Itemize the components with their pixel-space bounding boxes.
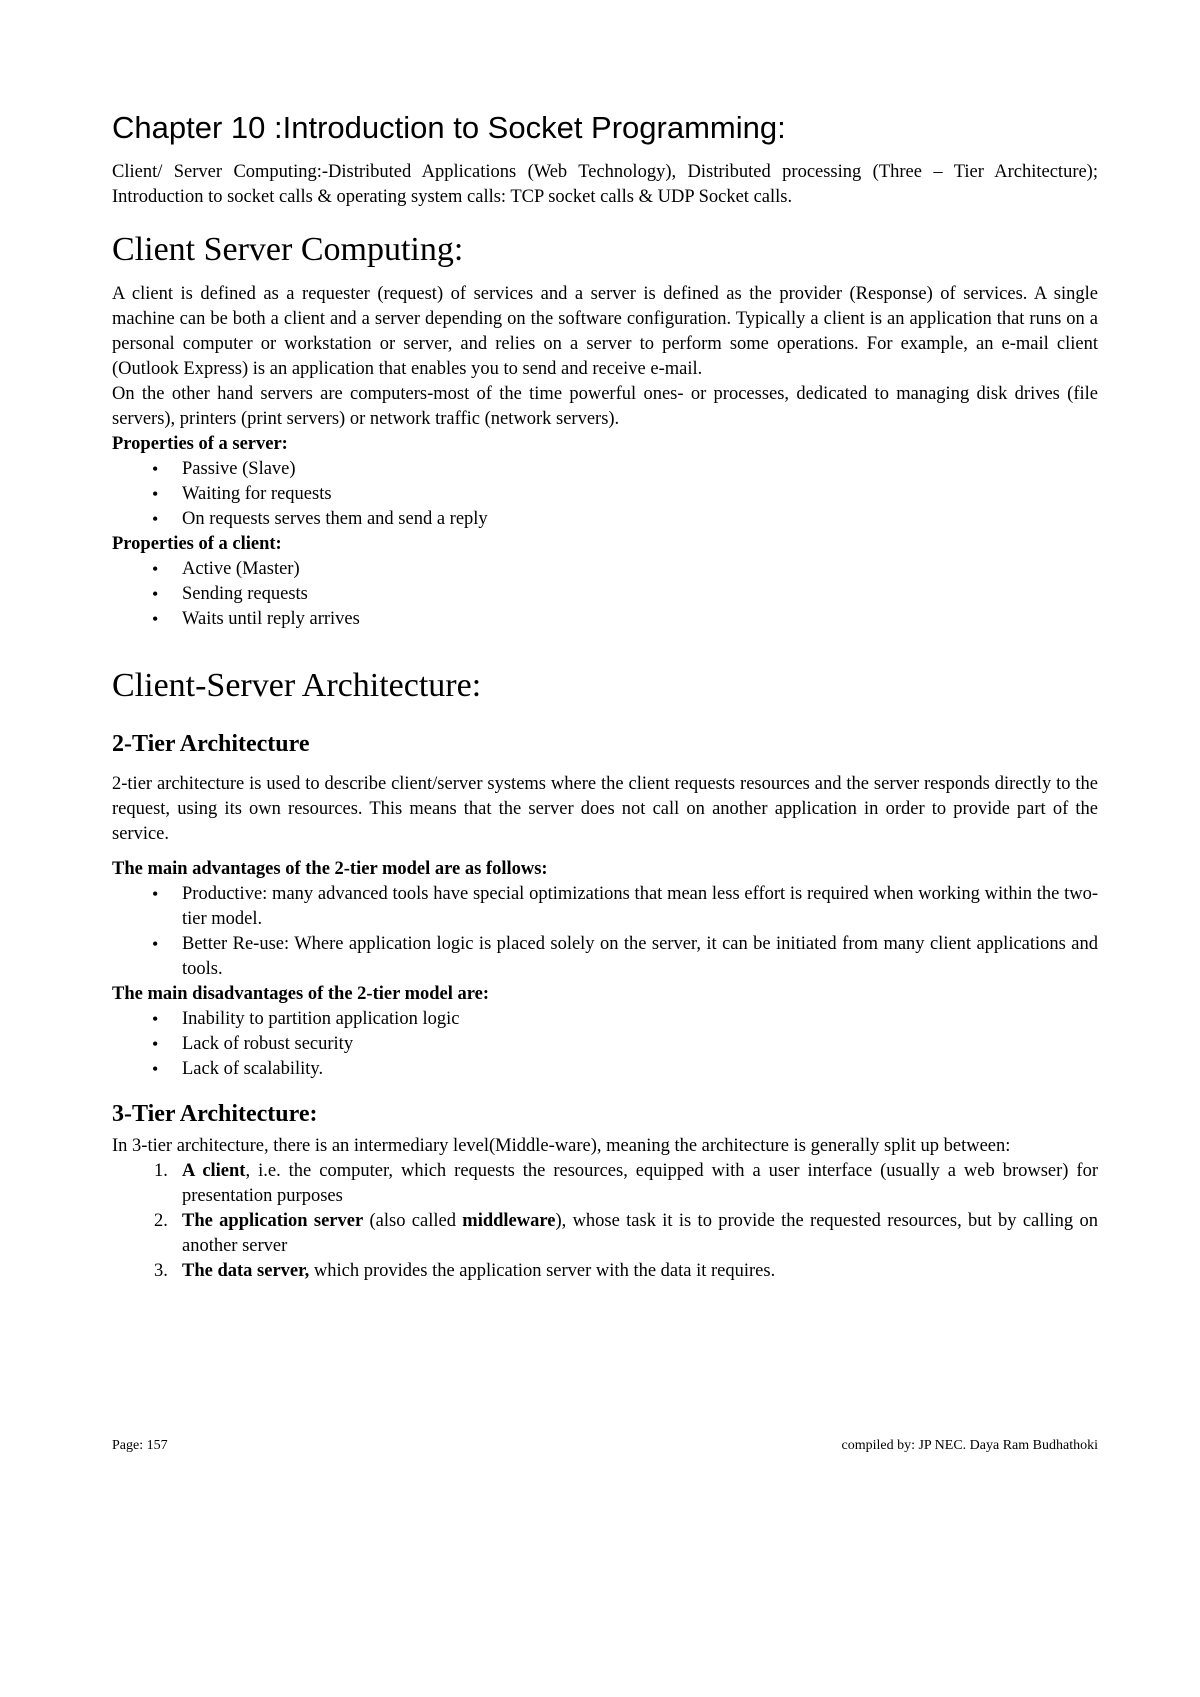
subsection-heading-three-tier: 3-Tier Architecture: xyxy=(112,1101,318,1127)
term-data-server: The data server, xyxy=(182,1261,310,1281)
section-heading-client-server-computing: Client Server Computing: xyxy=(112,231,464,268)
chapter-title: Chapter 10 :Introduction to Socket Programming: xyxy=(112,110,786,145)
list-item: • Better Re-use: Where application logic is placed solely on the server, it can be initiated from many client applications and tools. xyxy=(112,932,1098,982)
list-item: • Inability to partition application logic xyxy=(112,1007,1098,1032)
server-properties-list xyxy=(112,457,1098,532)
list-item: • Lack of scalability. xyxy=(112,1057,1098,1082)
list-item: • Sending requests xyxy=(112,582,1098,607)
advantages-list xyxy=(112,882,1098,982)
page-number: Page: 157 xyxy=(112,1438,168,1453)
list-number: 1. xyxy=(154,1161,168,1181)
chapter-intro: Client/ Server Computing:-Distributed Applications (Web Technology), Distributed processing (Three – Tier Architecture); Introduction to socket calls & operating system calls: TCP socket calls & UDP Socket calls. xyxy=(112,162,1098,207)
two-tier-paragraph: 2-tier architecture is used to describe client/server systems where the client requests resources and the server responds directly to the request, using its own resources. This means that the server does not call on another application in order to provide part of the service. xyxy=(112,774,1098,844)
client-properties-label: Properties of a client: xyxy=(112,534,282,554)
item-text: , i.e. the computer, which requests the resources, equipped with a user interface (usually a web browser) for presentation purposes xyxy=(182,1161,1099,1206)
list-item: • Passive (Slave) xyxy=(112,457,1098,482)
list-item xyxy=(112,1209,1098,1259)
list-number: 2. xyxy=(154,1211,168,1231)
footer-credit: compiled by: JP NEC. Daya Ram Budhathoki xyxy=(841,1438,1098,1453)
document-page xyxy=(112,108,1098,1284)
list-number: 3. xyxy=(154,1261,168,1281)
term-application-server: The application server xyxy=(182,1211,364,1231)
list-item: • Waiting for requests xyxy=(112,482,1098,507)
item-text: which provides the application server with the data it requires. xyxy=(309,1261,776,1281)
term-client: A client xyxy=(182,1161,246,1181)
page-footer xyxy=(112,1435,1098,1457)
server-properties-label: Properties of a server: xyxy=(112,434,288,454)
section-heading-architecture: Client-Server Architecture: xyxy=(112,667,482,704)
three-tier-list xyxy=(112,1159,1098,1284)
list-item: • Active (Master) xyxy=(112,557,1098,582)
disadvantages-list xyxy=(112,1007,1098,1082)
item-text: (also called xyxy=(363,1211,463,1231)
list-item: • Lack of robust security xyxy=(112,1032,1098,1057)
disadvantages-label: The main disadvantages of the 2-tier model are: xyxy=(112,984,490,1004)
list-item: • Waits until reply arrives xyxy=(112,607,1098,632)
client-server-paragraph-2: On the other hand servers are computers-most of the time powerful ones- or processes, dedicated to managing disk drives (file servers), printers (print servers) or network traffic (network servers). xyxy=(112,384,1098,429)
list-item xyxy=(112,1259,1098,1284)
advantages-label: The main advantages of the 2-tier model are as follows: xyxy=(112,859,548,879)
three-tier-paragraph: In 3-tier architecture, there is an intermediary level(Middle-ware), meaning the architecture is generally split up between: xyxy=(112,1136,1011,1156)
list-item: • Productive: many advanced tools have special optimizations that mean less effort is required when working within the two-tier model. xyxy=(112,882,1098,932)
client-server-paragraph-1: A client is defined as a requester (request) of services and a server is defined as the provider (Response) of services. A single machine can be both a client and a server depending on the software configuration. Typically a client is an application that runs on a personal computer or workstation or server, and relies on a server to perform some operations. For example, an e-mail client (Outlook Express) is an application that enables you to send and receive e-mail. xyxy=(112,284,1098,379)
item-text: ), whose task it is to provide the requested resources, but by calling on another server xyxy=(182,1211,1098,1256)
client-properties-list xyxy=(112,557,1098,632)
list-item: • On requests serves them and send a reply xyxy=(112,507,1098,532)
term-middleware: middleware xyxy=(462,1211,556,1231)
subsection-heading-two-tier: 2-Tier Architecture xyxy=(112,731,310,757)
list-item xyxy=(112,1159,1098,1209)
